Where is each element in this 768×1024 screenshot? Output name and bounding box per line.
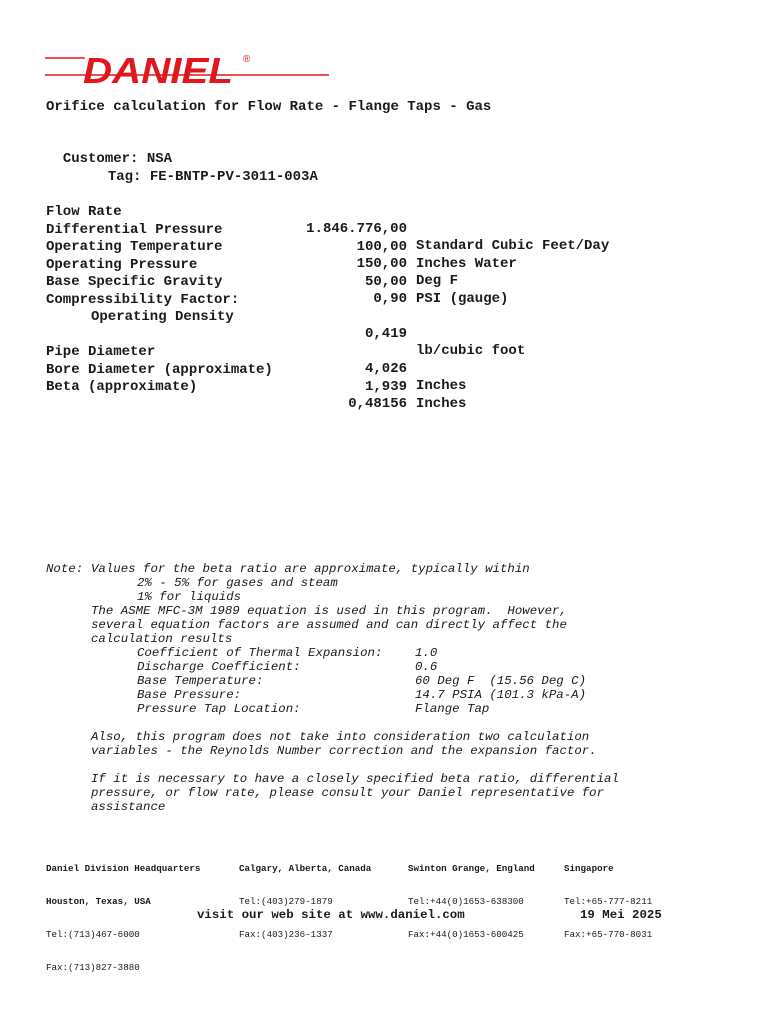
logo-wordmark: DANIEL <box>83 50 233 88</box>
factor-value: 0.6 <box>415 660 438 674</box>
office-name: Daniel Division Headquarters <box>46 863 201 874</box>
param-unit: lb/cubic foot <box>416 343 526 359</box>
param-value: 0,419 <box>364 326 407 342</box>
param-value: 50,00 <box>364 274 407 290</box>
param-value: 1.846.776,00 <box>306 221 407 237</box>
factor-name: Coefficient of Thermal Expansion: <box>137 646 383 660</box>
office-fax: Fax:(713)827-3880 <box>46 962 140 973</box>
office-fax: Fax:+65-770-8031 <box>564 929 653 940</box>
param-unit: PSI (gauge) <box>416 291 509 307</box>
note-line: If it is necessary to have a closely specified beta ratio, differential <box>91 772 619 786</box>
geometry-label: Beta (approximate) <box>46 379 198 395</box>
office-swinton-grange <box>408 841 535 951</box>
note-line: The ASME MFC-3M 1989 equation is used in this program. However, <box>91 604 567 618</box>
note-line: pressure, or flow rate, please consult your Daniel representative for <box>91 786 605 800</box>
factor-name: Base Temperature: <box>137 674 264 688</box>
factor-name: Discharge Coefficient: <box>137 660 301 674</box>
factor-value: 60 Deg F (15.56 Deg C) <box>415 674 587 688</box>
customer-value: NSA <box>146 151 173 167</box>
factor-value: 14.7 PSIA (101.3 kPa-A) <box>415 688 587 702</box>
office-city: Houston, Texas, USA <box>46 896 151 907</box>
office-name: Singapore <box>564 863 614 874</box>
param-label: Compressibility Factor: <box>46 292 240 308</box>
office-fax: Fax:+44(0)1653-600425 <box>408 929 524 940</box>
office-name: Calgary, Alberta, Canada <box>239 863 372 874</box>
factor-name: Pressure Tap Location: <box>137 702 301 716</box>
param-unit: Deg F <box>416 273 459 289</box>
note-line: 2% - 5% for gases and steam <box>137 576 338 590</box>
param-value: 0,90 <box>373 291 407 307</box>
param-label: Operating Density <box>91 309 234 325</box>
note-line: Also, this program does not take into consideration two calculation <box>91 730 590 744</box>
geometry-value: 1,939 <box>364 379 407 395</box>
daniel-logo-graphic <box>45 46 335 88</box>
note-line: Values for the beta ratio are approximate, typically within <box>91 562 530 576</box>
geometry-value: 4,026 <box>364 361 407 377</box>
tag-row <box>91 152 318 185</box>
note-line: assistance <box>91 800 166 814</box>
office-singapore <box>564 841 652 951</box>
tag-value: FE-BNTP-PV-3011-003A <box>149 169 318 185</box>
geometry-label: Bore Diameter (approximate) <box>46 362 273 378</box>
registered-mark: ® <box>243 54 251 65</box>
geometry-unit: Inches <box>416 378 467 394</box>
geometry-label: Pipe Diameter <box>46 344 156 360</box>
param-label: Differential Pressure <box>46 222 223 238</box>
factor-value: Flange Tap <box>415 702 490 716</box>
daniel-logo <box>45 46 335 88</box>
notes-section <box>46 562 726 822</box>
office-name: Swinton Grange, England <box>408 863 535 874</box>
geometry-value: 0,48156 <box>348 396 407 412</box>
param-value: 100,00 <box>356 239 407 255</box>
office-tel: Tel:(713)467-6000 <box>46 929 140 940</box>
param-value: 150,00 <box>356 256 407 272</box>
office-calgary <box>239 841 371 951</box>
customer-row <box>46 134 173 167</box>
note-line: 1% for liquids <box>137 590 242 604</box>
customer-label: Customer: <box>62 151 139 167</box>
geometry-unit: Inches <box>416 396 467 412</box>
office-tel: Tel:+44(0)1653-638300 <box>408 896 524 907</box>
note-line: variables - the Reynolds Number correction and the expansion factor. <box>91 744 597 758</box>
office-tel: Tel:(403)279-1879 <box>239 896 333 907</box>
factor-name: Base Pressure: <box>137 688 242 702</box>
website-text: visit our web site at www.daniel.com <box>197 908 465 922</box>
param-label: Operating Pressure <box>46 257 198 273</box>
note-line: calculation results <box>91 632 233 646</box>
param-unit: Inches Water <box>416 256 517 272</box>
report-date: 19 Mei 2025 <box>580 908 662 922</box>
param-unit: Standard Cubic Feet/Day <box>416 238 610 254</box>
office-tel: Tel:+65-777-8211 <box>564 896 653 907</box>
office-fax: Fax:(403)236-1337 <box>239 929 333 940</box>
note-prefix: Note: <box>46 562 84 576</box>
page-title: Orifice calculation for Flow Rate - Flange Taps - Gas <box>46 99 492 115</box>
factor-value: 1.0 <box>415 646 438 660</box>
office-houston <box>46 841 200 984</box>
param-label: Operating Temperature <box>46 239 223 255</box>
param-label: Base Specific Gravity <box>46 274 223 290</box>
tag-label: Tag: <box>107 169 142 185</box>
note-line: several equation factors are assumed and can directly affect the <box>91 618 567 632</box>
param-label: Flow Rate <box>46 204 122 220</box>
